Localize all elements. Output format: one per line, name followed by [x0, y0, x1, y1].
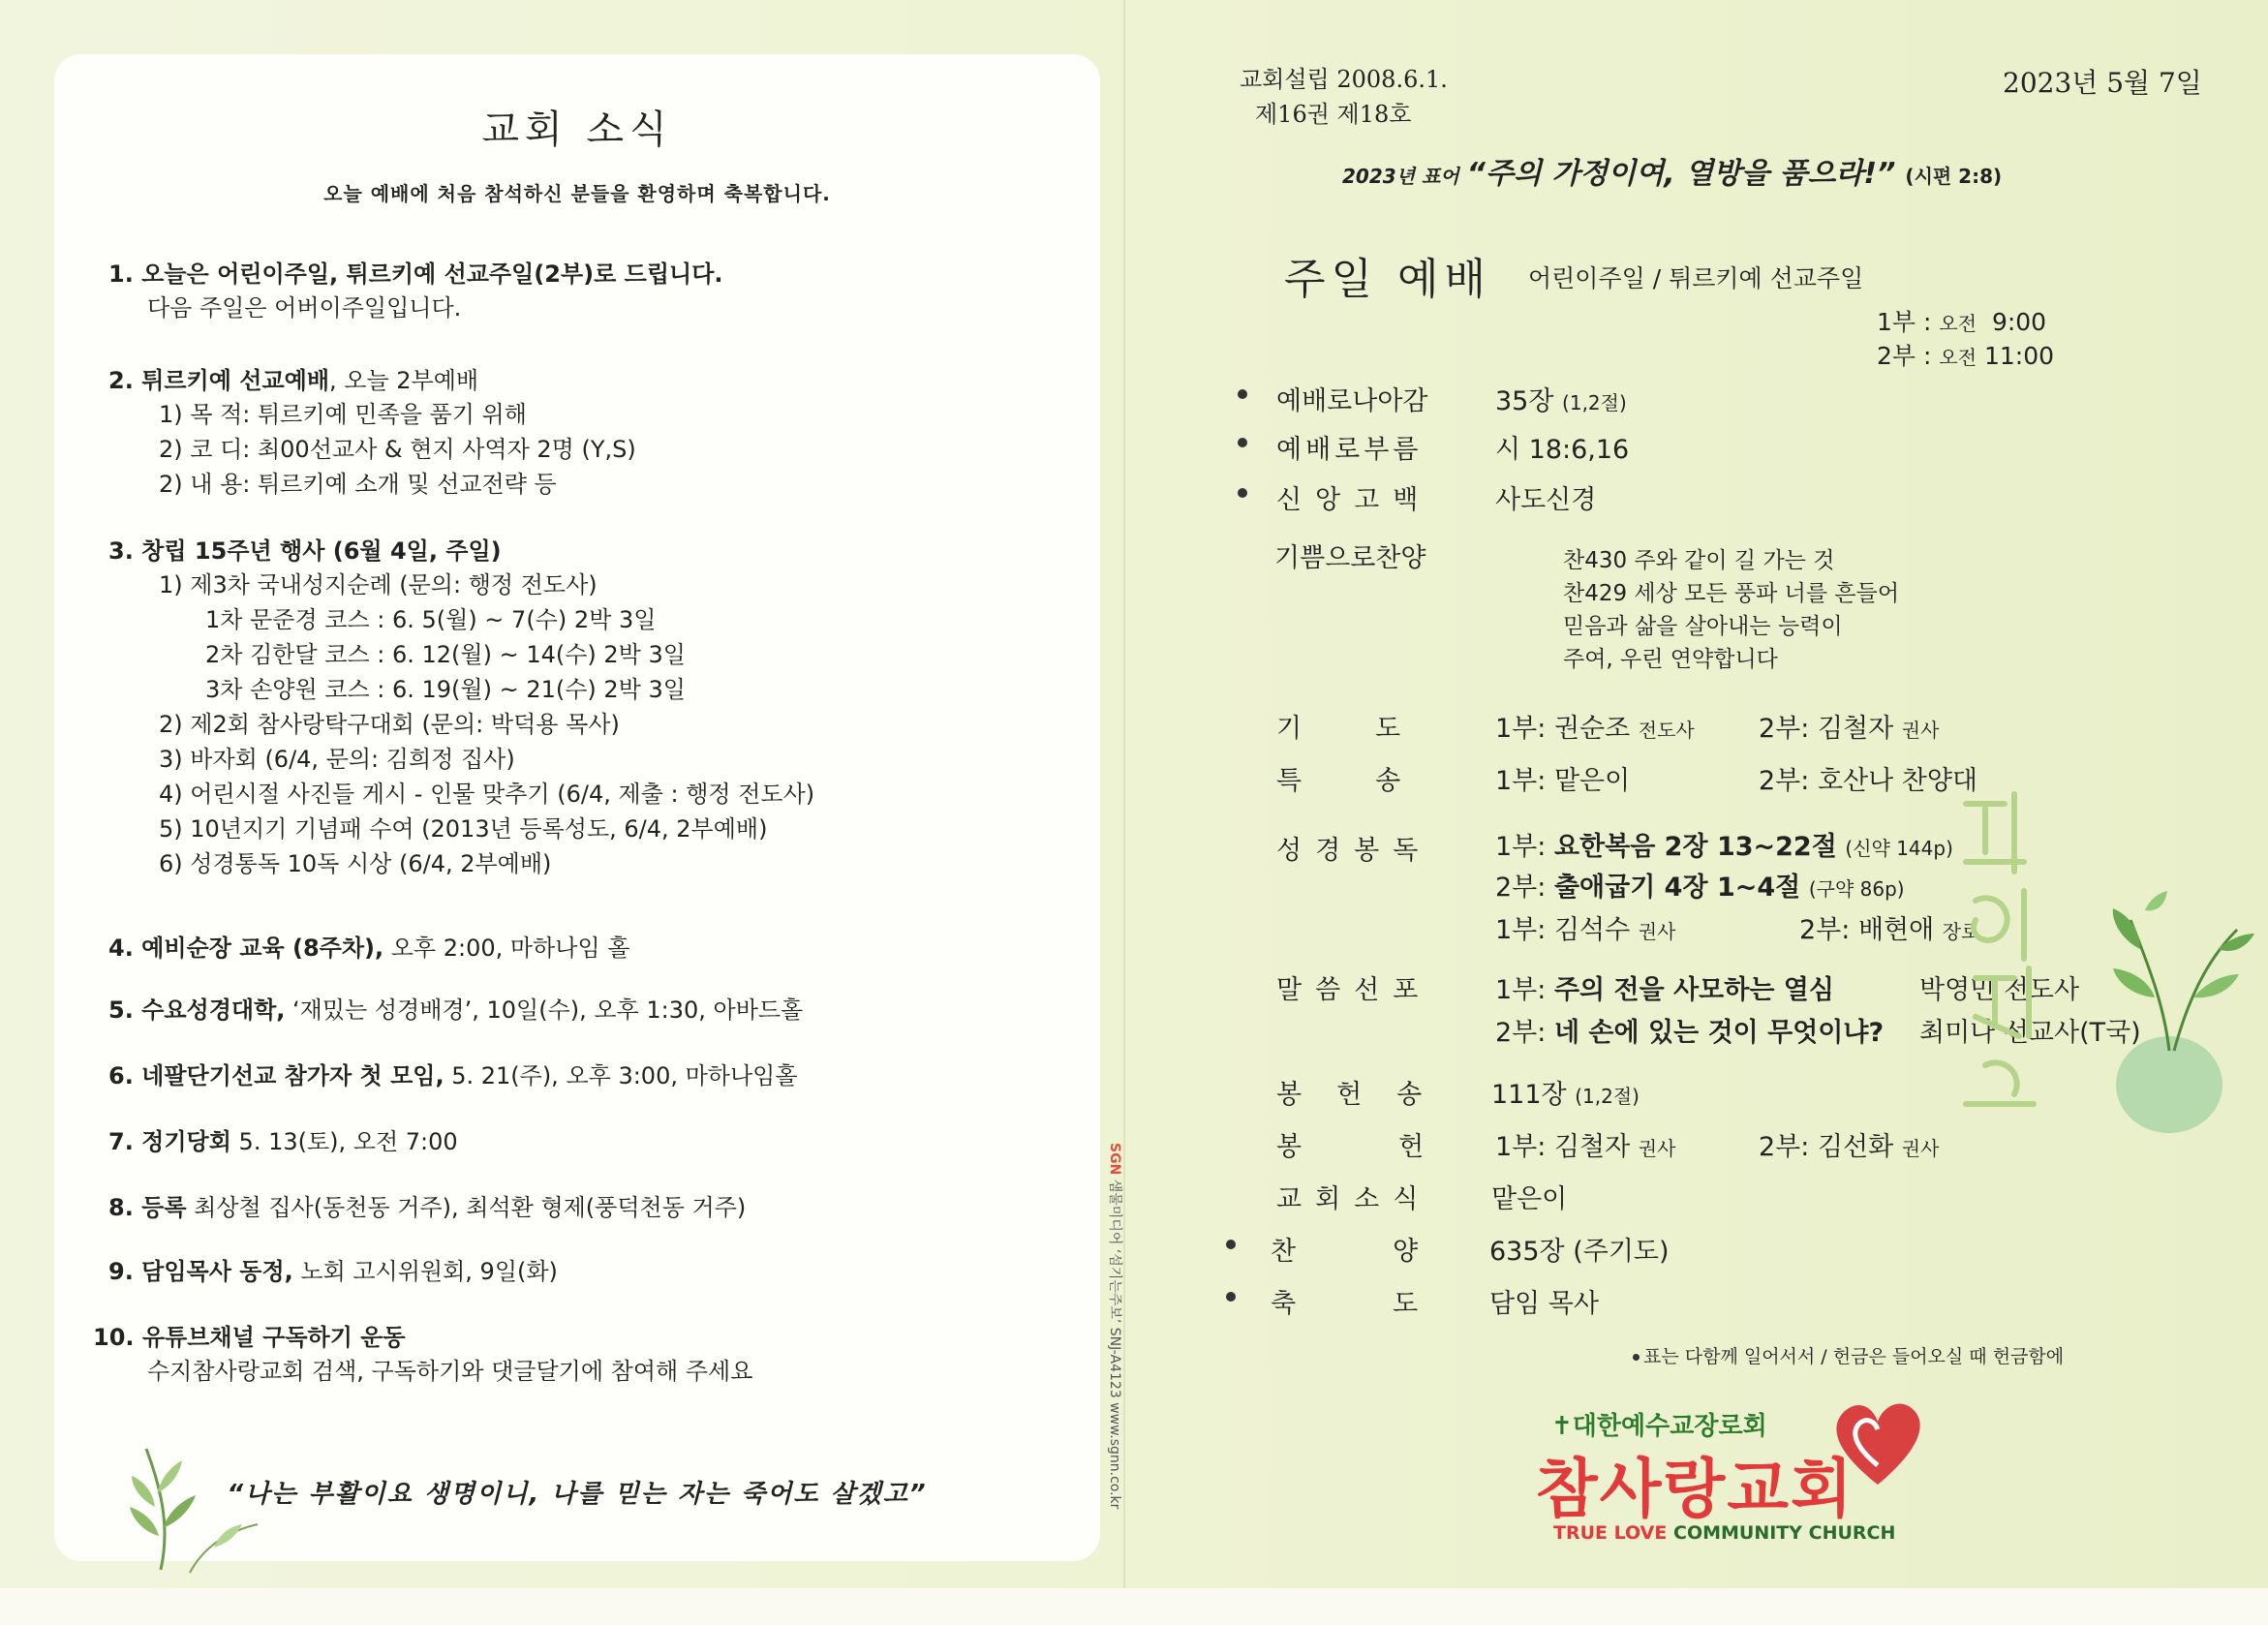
reading-line-2: 2부: 출애굽기 4장 1~4절 (구약 86p) [1495, 873, 1905, 903]
stand-bullet-icon [1226, 1240, 1236, 1249]
order-row-invocation: 예배로부름 시 18:6,16 [1230, 428, 2198, 467]
stand-bullet-icon [1238, 438, 1247, 447]
scripture-quote: “나는 부활이요 생명이니, 나를 믿는 자는 죽어도 살겠고” [227, 1480, 928, 1509]
news-item-8: 8. 등록 최상철 집사(동천동 거주), 최석환 형제(풍덕천동 거주) [108, 1194, 747, 1221]
stand-bullet-icon [1238, 488, 1247, 498]
denomination-name: 대한예수교장로회 [1572, 1412, 1767, 1441]
praise-songs: 찬430 주와 같이 길 가는 것 찬429 세상 모든 풍파 너를 흔들어 믿음과 삶을 살아내는 능력이 주여, 우린 연약합니다 [1563, 548, 1900, 672]
order-row-benediction: 축도 담임 목사 [1230, 1282, 2198, 1321]
order-row-reading: 성경봉독 [1276, 836, 1432, 866]
order-row-prayer: 기도 1부: 권순조 전도사 2부: 김철자 권사 [1276, 714, 1940, 744]
service-times: 1부 : 오전 9:00 2부 : 오전 11:00 [1877, 308, 2055, 370]
news-item-5: 5. 수요성경대학, ‘재밌는 성경배경’, 10일(수), 오후 1:30, 아바드홀 [108, 996, 804, 1024]
order-row-hymn: 찬양 635장 (주기도) [1230, 1230, 2198, 1269]
volume-number: 제16권 제18호 [1255, 101, 1412, 128]
church-name-english: TRUE LOVE COMMUNITY CHURCH [1553, 1522, 1896, 1544]
order-row-creed: 신앙고백 사도신경 [1230, 478, 2198, 517]
reading-readers: 1부: 김석수 권사 2부: 배현애 장로 [1495, 915, 1980, 945]
calligraphy-decoration [1946, 784, 2072, 1133]
publisher-spine [1102, 1143, 1133, 1510]
order-row-special: 특송 1부: 맡은이 2부: 호산나 찬양대 [1276, 766, 1978, 796]
reading-line-1: 1부: 요한복음 2장 13~22절 (신약 144p) [1495, 832, 1953, 862]
news-item-7: 7. 정기당회 5. 13(토), 오전 7:00 [108, 1128, 458, 1155]
bullet-icon [1633, 1354, 1640, 1361]
sermon-line-2: 2부: 네 손에 있는 것이 무엇이냐? 최미나 선교사(T국) [1495, 1018, 2141, 1048]
publisher-text: 샘물미디어 ‘섬기는주보’ SNJ-A4123 www.sgnn.co.kr [1107, 1179, 1122, 1510]
potted-plant-illustration [2072, 891, 2256, 1143]
bulletin-date: 2023년 5월 7일 [2003, 67, 2202, 99]
church-name: 참사랑교회 [1536, 1452, 1854, 1526]
stand-bullet-icon [1226, 1292, 1236, 1302]
news-item-10: 10. 유튜브채널 구독하기 운동 수지참사랑교회 검색, 구독하기와 댓글달기에 참여해 주세요 [93, 1324, 753, 1385]
service-subtitle: 어린이주일 / 튀르키예 선교주일 [1528, 264, 1864, 292]
church-logo [1536, 1402, 1943, 1548]
welcome-text: 오늘 예배에 처음 참석하신 분들을 환영하며 축복합니다. [323, 182, 831, 205]
news-item-2: 2. 튀르키예 선교예배, 오늘 2부예배 1) 목 적: 튀르키예 민족을 품기 위해 2) 코 디: 최00선교사 & 현지 사역자 2명 (Y,S) 2) 내 용: 튀르키예 소개 및 선교전략 등 [108, 367, 636, 498]
news-title: 교회 소식 [481, 107, 673, 152]
church-news-panel [54, 54, 1100, 1561]
scan-edge [0, 1588, 2268, 1625]
news-item-9: 9. 담임목사 동정, 노회 고시위원회, 9일(화) [108, 1258, 558, 1285]
order-row-sermon: 말씀선포 1부: 주의 전을 사모하는 열심 박영민 전도사 [1276, 975, 2080, 1005]
yearly-motto: 2023년 표어 “주의 가정이여, 열방을 품으라!” (시편 2:8) [1342, 157, 2003, 191]
footnote: 표는 다함께 일어서서 / 헌금은 들어오실 때 헌금함에 [1633, 1342, 2064, 1368]
order-row-call: 예배로나아감 35장 (1,2절) [1230, 380, 2198, 418]
publisher-brand: SGN [1107, 1143, 1122, 1176]
cross-icon: ✝ [1551, 1412, 1573, 1441]
order-row-news: 교회소식 맡은이 [1276, 1184, 1568, 1214]
news-item-3: 3. 창립 15주년 행사 (6월 4일, 주일) 1) 제3차 국내성지순례 (문의: 행정 전도사) 1차 문준경 코스 : 6. 5(월) ~ 7(수) 2박 3일 2차 김한달 코스 : 6. 12(월) ~ 14(수) 2박 3일 3차 손양원 코스 : 6. 19(월) ~ 21(수) 2박 3일 2) 제2회 참사랑탁구대회 (문의: 박덕용 목사) 3) 바자회 (6/4, 문의: 김희정 집사) 4) 어린시절 사진들 게시 - 인물 맞추기 (6/4, 제출 : 행정 전도사) 5) 10년지기 기념패 수여 (2013년 등록성도, 6/4, 2부예배) 6) 성경통독 10독 시상 (6/4, 2부예배) [108, 537, 815, 877]
news-item-1: 1. 오늘은 어린이주일, 튀르키예 선교주일(2부)로 드립니다. 다음 주일은 어버이주일입니다. [108, 261, 723, 322]
stand-bullet-icon [1238, 389, 1247, 399]
news-item-4: 4. 예비순장 교육 (8주차), 오후 2:00, 마하나임 홀 [108, 935, 630, 962]
order-row-offering: 봉헌 1부: 김철자 권사 2부: 김선화 권사 [1276, 1132, 1940, 1162]
order-row-offering-hymn: 봉헌송 111장 (1,2절) [1276, 1080, 1640, 1110]
order-row-praise: 기쁨으로찬양 [1274, 543, 1426, 573]
service-title: 주일 예배 [1284, 255, 1492, 304]
established-date: 교회설립 2008.6.1. [1240, 66, 1448, 93]
news-item-6: 6. 네팔단기선교 참가자 첫 모임, 5. 21(주), 오후 3:00, 마하나임홀 [108, 1062, 798, 1089]
